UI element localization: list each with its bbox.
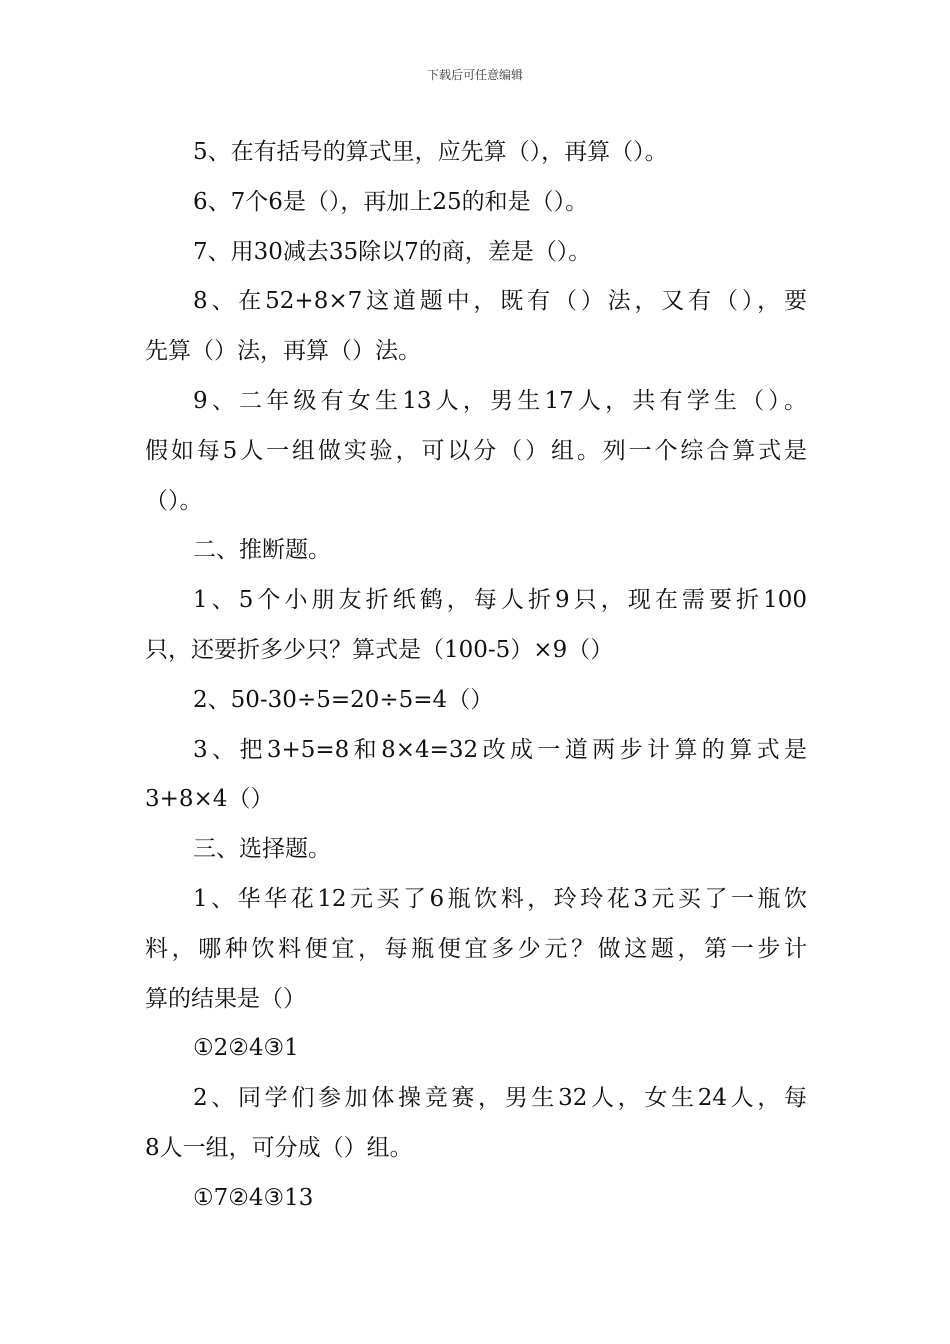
choice-2-line-2: 8人一组，可分成（）组。 — [145, 1134, 413, 1161]
section-heading-choice: 三、选择题。 — [193, 836, 331, 863]
question-9-line-2: 假如每5人一组做实验，可以分（）组。列一个综合算式是 — [145, 437, 807, 464]
choice-1-line-1: 1、华华花12元买了6瓶饮料，玲玲花3元买了一瓶饮 — [193, 885, 807, 912]
choice-1-options: ①2②4③1 — [193, 1035, 299, 1062]
question-8-line-2: 先算（）法，再算（）法。 — [145, 338, 421, 365]
choice-1-line-2: 料，哪种饮料便宜，每瓶便宜多少元？做这题，第一步计 — [145, 935, 807, 962]
question-5: 5、在有括号的算式里，应先算（），再算（）。 — [193, 139, 668, 165]
question-9-line-3: （）。 — [145, 487, 203, 514]
judgement-1-line-1: 1、5个小朋友折纸鹤，每人折9只，现在需要折100 — [193, 587, 807, 614]
question-6: 6、7个6是（），再加上25的和是（）。 — [193, 188, 589, 215]
section-heading-judgement: 二、推断题。 — [193, 537, 331, 564]
question-9-line-1: 9、二年级有女生13人，男生17人，共有学生（）。 — [193, 387, 807, 414]
judgement-2: 2、50-30÷5=20÷5=4（） — [193, 686, 494, 713]
judgement-3-line-1: 3、把3+5=8和8×4=32改成一道两步计算的算式是 — [193, 736, 807, 763]
page-header: 下载后可任意编辑 — [426, 68, 523, 82]
document-body — [145, 128, 807, 1224]
question-8-line-1: 8、在52+8×7这道题中，既有（）法，又有（），要 — [193, 288, 807, 315]
choice-2-options: ①7②4③13 — [193, 1184, 314, 1211]
question-7: 7、用30减去35除以7的商，差是（）。 — [193, 238, 592, 265]
judgement-1-line-2: 只，还要折多少只？算式是（100-5）×9（） — [145, 636, 614, 663]
judgement-3-line-2: 3+8×4（） — [145, 786, 274, 813]
choice-2-line-1: 2、同学们参加体操竞赛，男生32人，女生24人，每 — [193, 1085, 807, 1112]
choice-1-line-3: 算的结果是（） — [145, 985, 306, 1012]
